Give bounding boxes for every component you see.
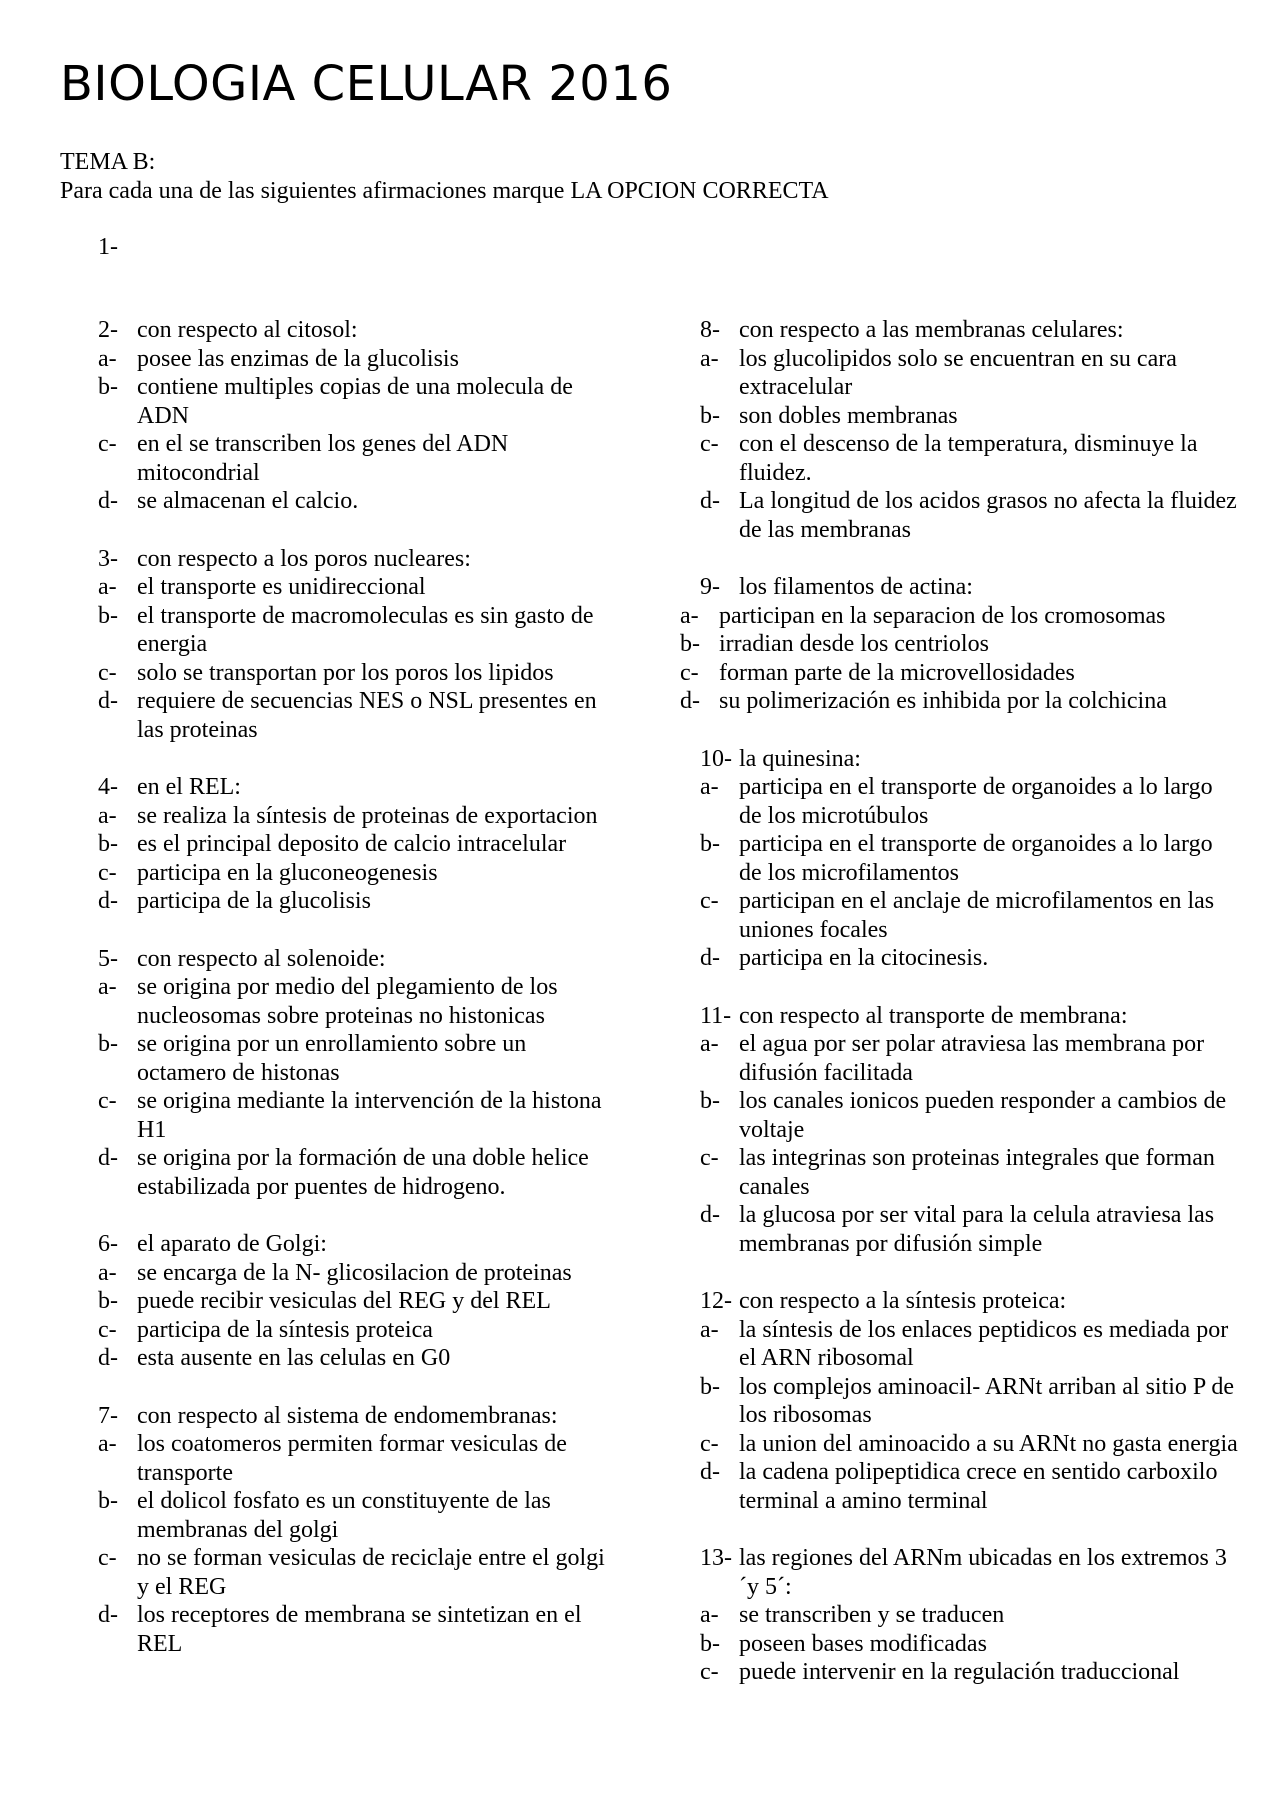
question-6 [98, 1230, 618, 1373]
option-letter: c- [98, 1316, 117, 1343]
option-letter: b- [700, 1373, 720, 1400]
answer-option [98, 1544, 618, 1601]
option-text: participa de la glucolisis [137, 888, 371, 914]
option-text: requiere de secuencias NES o NSL presentes en las proteinas [137, 688, 597, 743]
option-letter: d- [700, 945, 720, 971]
question-stem-text: con respecto al transporte de membrana: [739, 1002, 1128, 1029]
option-text: los receptores de membrana se sintetizan en el REL [137, 1602, 582, 1657]
option-text: puede intervenir en la regulación traduccional [739, 1659, 1180, 1685]
option-letter: c- [680, 659, 699, 686]
question-number: 10- [700, 745, 732, 772]
question-12 [700, 1287, 1240, 1515]
option-text: se transcriben y se traducen [739, 1602, 1005, 1628]
option-letter: d- [98, 1602, 118, 1628]
tema-label: TEMA B: [60, 149, 156, 175]
option-text: participa en la citocinesis. [739, 945, 989, 971]
option-letter: a- [700, 1316, 719, 1343]
option-letter: c- [98, 431, 117, 457]
option-text: el dolicol fosfato es un constituyente de las membranas del golgi [137, 1488, 551, 1543]
answer-option [700, 1087, 1240, 1144]
answer-option [700, 1458, 1240, 1515]
answer-option [700, 345, 1240, 402]
option-letter: b- [98, 831, 118, 857]
answer-option [680, 687, 1240, 716]
option-letter: a- [700, 774, 719, 800]
question-number: 6- [98, 1231, 118, 1257]
option-letter: c- [700, 431, 719, 457]
question-4 [98, 773, 618, 916]
question-3 [98, 545, 618, 745]
option-text: posee las enzimas de la glucolisis [137, 345, 459, 372]
answer-option [98, 1316, 618, 1345]
question-stem-text: la quinesina: [739, 745, 861, 772]
option-letter: a- [700, 1602, 719, 1628]
option-text: su polimerización es inhibida por la colchicina [719, 688, 1167, 714]
answer-option [98, 573, 618, 602]
option-text: poseen bases modificadas [739, 1630, 987, 1657]
option-text: la glucosa por ser vital para la celula atraviesa las membranas por difusión simple [739, 1202, 1215, 1257]
option-text: los coatomeros permiten formar vesiculas de transporte [137, 1431, 567, 1486]
question-stem [700, 573, 1240, 602]
answer-option [98, 1344, 618, 1373]
option-letter: c- [98, 859, 117, 886]
option-letter: b- [98, 1031, 118, 1057]
question-number: 9- [700, 574, 720, 600]
answer-option [98, 1487, 618, 1544]
question-stem [700, 316, 1240, 345]
question-9 [680, 573, 1240, 716]
option-letter: a- [98, 345, 117, 372]
question-stem [98, 1402, 618, 1431]
answer-option [700, 773, 1240, 830]
option-text: el transporte de macromoleculas es sin gasto de energia [137, 602, 594, 657]
answer-option [98, 659, 618, 688]
option-text: solo se transportan por los poros los lipidos [137, 659, 554, 686]
question-stem-text: los filamentos de actina: [739, 574, 973, 600]
answer-option [98, 1430, 618, 1487]
answer-option [700, 487, 1240, 544]
option-letter: b- [98, 1288, 118, 1314]
option-text: participan en el anclaje de microfilamentos en las uniones focales [739, 888, 1215, 943]
option-text: se origina mediante la intervención de la histona H1 [137, 1088, 602, 1143]
question-stem [98, 773, 618, 802]
option-letter: b- [98, 1488, 118, 1514]
option-letter: d- [680, 688, 700, 714]
option-letter: d- [98, 1345, 118, 1371]
answer-option [98, 1601, 618, 1658]
answer-option [700, 1316, 1240, 1373]
question-number: 13- [700, 1545, 732, 1571]
option-letter: b- [700, 1088, 720, 1114]
option-letter: d- [98, 1145, 118, 1171]
option-text: en el se transcriben los genes del ADN mitocondrial [137, 431, 509, 486]
answer-option [700, 1658, 1240, 1687]
answer-option [98, 345, 618, 374]
question-stem [98, 316, 618, 345]
answer-option [700, 1144, 1240, 1201]
option-letter: a- [98, 574, 117, 600]
option-letter: c- [700, 1145, 719, 1171]
answer-option [700, 1201, 1240, 1258]
option-letter: b- [700, 402, 720, 429]
answer-option [700, 1601, 1240, 1630]
option-text: la síntesis de los enlaces peptidicos es mediada por el ARN ribosomal [739, 1316, 1229, 1371]
option-letter: b- [98, 602, 118, 629]
answer-option [98, 1087, 618, 1144]
option-text: se encarga de la N- glicosilacion de proteinas [137, 1259, 572, 1286]
answer-option [98, 859, 618, 888]
option-letter: b- [98, 374, 118, 400]
question-number: 11- [700, 1002, 732, 1029]
question-stem-text: en el REL: [137, 774, 241, 800]
option-letter: a- [98, 1431, 117, 1457]
question-stem-text: con respecto a las membranas celulares: [739, 317, 1124, 343]
option-text: el agua por ser polar atraviesa las membrana por difusión facilitada [739, 1031, 1205, 1086]
answer-option [98, 1259, 618, 1288]
option-letter: a- [98, 1259, 117, 1286]
question-stem [98, 545, 618, 574]
answer-option [700, 887, 1240, 944]
option-text: se origina por un enrollamiento sobre un octamero de histonas [137, 1031, 527, 1086]
option-text: es el principal deposito de calcio intracelular [137, 831, 567, 857]
question-5 [98, 945, 618, 1202]
option-letter: d- [98, 488, 118, 514]
answer-option [700, 402, 1240, 431]
answer-option [700, 1030, 1240, 1087]
question-stem [700, 745, 1240, 774]
instruction-text: Para cada una de las siguientes afirmaciones marque LA OPCION CORRECTA [60, 178, 829, 204]
question-number: 2- [98, 317, 118, 343]
answer-option [680, 659, 1240, 688]
answer-option [98, 487, 618, 516]
option-letter: c- [98, 659, 117, 686]
question-7 [98, 1402, 618, 1659]
question-10 [700, 745, 1240, 973]
option-text: los complejos aminoacil- ARNt arriban al sitio P de los ribosomas [739, 1373, 1235, 1428]
question-stem [98, 945, 618, 974]
option-letter: d- [98, 888, 118, 914]
question-stem-text: con respecto a la síntesis proteica: [739, 1288, 1067, 1314]
option-letter: a- [700, 345, 719, 372]
question-1-label: 1- [98, 234, 118, 260]
question-13 [700, 1544, 1240, 1687]
question-number: 12- [700, 1288, 732, 1314]
option-letter: a- [680, 602, 699, 629]
option-text: las integrinas son proteinas integrales que forman canales [739, 1145, 1215, 1200]
answer-option [680, 630, 1240, 659]
option-text: esta ausente en las celulas en G0 [137, 1345, 451, 1371]
answer-option [700, 944, 1240, 973]
question-stem-text: con respecto al solenoide: [137, 945, 386, 972]
option-letter: a- [98, 974, 117, 1000]
option-letter: d- [98, 688, 118, 714]
answer-option [98, 830, 618, 859]
option-text: La longitud de los acidos grasos no afecta la fluidez de las membranas [739, 488, 1237, 543]
question-stem [98, 1230, 618, 1259]
option-text: participan en la separacion de los cromosomas [719, 602, 1166, 629]
answer-option [700, 1430, 1240, 1459]
answer-option [98, 602, 618, 659]
question-11 [700, 1002, 1240, 1259]
option-text: los canales ionicos pueden responder a cambios de voltaje [739, 1088, 1227, 1143]
option-letter: a- [98, 802, 117, 829]
option-text: puede recibir vesiculas del REG y del REL [137, 1288, 551, 1314]
option-text: se origina por medio del plegamiento de los nucleosomas sobre proteinas no histonicas [137, 974, 558, 1029]
question-number: 8- [700, 317, 720, 343]
answer-option [680, 602, 1240, 631]
answer-option [98, 887, 618, 916]
answer-option [98, 373, 618, 430]
option-letter: b- [700, 1630, 720, 1657]
option-letter: c- [700, 1430, 719, 1457]
option-letter: c- [700, 1659, 719, 1685]
option-text: contiene multiples copias de una molecula de ADN [137, 374, 573, 429]
option-text: la cadena polipeptidica crece en sentido carboxilo terminal a amino terminal [739, 1459, 1218, 1514]
answer-option [98, 1030, 618, 1087]
answer-option [98, 973, 618, 1030]
question-stem-text: con respecto al sistema de endomembranas: [137, 1402, 558, 1429]
option-letter: c- [98, 1545, 117, 1571]
option-text: forman parte de la microvellosidades [719, 659, 1075, 686]
option-text: la union del aminoacido a su ARNt no gasta energia [739, 1430, 1238, 1457]
question-stem-text: el aparato de Golgi: [137, 1231, 327, 1257]
option-text: los glucolipidos solo se encuentran en su cara extracelular [739, 345, 1177, 400]
option-letter: b- [700, 831, 720, 857]
option-letter: d- [700, 1459, 720, 1485]
option-text: se origina por la formación de una doble helice estabilizada por puentes de hidrogeno. [137, 1145, 589, 1200]
answer-option [98, 802, 618, 831]
page-title: BIOLOGIA CELULAR 2016 [60, 56, 673, 112]
option-letter: c- [700, 888, 719, 914]
option-letter: d- [700, 488, 720, 514]
option-text: participa de la síntesis proteica [137, 1316, 433, 1343]
question-number: 7- [98, 1402, 118, 1429]
answer-option [98, 430, 618, 487]
option-letter: a- [700, 1031, 719, 1057]
answer-option [700, 430, 1240, 487]
option-letter: c- [98, 1088, 117, 1114]
option-text: no se forman vesiculas de reciclaje entre el golgi y el REG [137, 1545, 605, 1600]
intro-block [60, 148, 829, 206]
question-stem [700, 1287, 1240, 1316]
question-number: 5- [98, 945, 118, 972]
question-stem-text: con respecto al citosol: [137, 317, 358, 343]
option-text: el transporte es unidireccional [137, 574, 426, 600]
question-number: 4- [98, 774, 118, 800]
option-letter: b- [680, 631, 700, 657]
option-text: son dobles membranas [739, 402, 958, 429]
right-column [680, 316, 1240, 1716]
answer-option [98, 1287, 618, 1316]
option-text: se almacenan el calcio. [137, 488, 359, 514]
answer-option [700, 1630, 1240, 1659]
question-stem-text: con respecto a los poros nucleares: [137, 545, 471, 572]
answer-option [700, 1373, 1240, 1430]
answer-option [98, 687, 618, 744]
option-text: participa en el transporte de organoides a lo largo de los microfilamentos [739, 831, 1213, 886]
question-8 [700, 316, 1240, 544]
answer-option [700, 830, 1240, 887]
option-text: participa en el transporte de organoides a lo largo de los microtúbulos [739, 774, 1213, 829]
question-stem [700, 1544, 1240, 1601]
option-text: se realiza la síntesis de proteinas de exportacion [137, 802, 598, 829]
option-text: participa en la gluconeogenesis [137, 859, 438, 886]
question-number: 3- [98, 545, 118, 572]
option-text: irradian desde los centriolos [719, 631, 989, 657]
option-letter: d- [700, 1202, 720, 1228]
question-stem [700, 1002, 1240, 1031]
answer-option [98, 1144, 618, 1201]
left-column [98, 316, 618, 1687]
question-2 [98, 316, 618, 516]
question-stem-text: las regiones del ARNm ubicadas en los extremos 3´y 5´: [739, 1545, 1227, 1600]
option-text: con el descenso de la temperatura, disminuye la fluidez. [739, 431, 1198, 486]
